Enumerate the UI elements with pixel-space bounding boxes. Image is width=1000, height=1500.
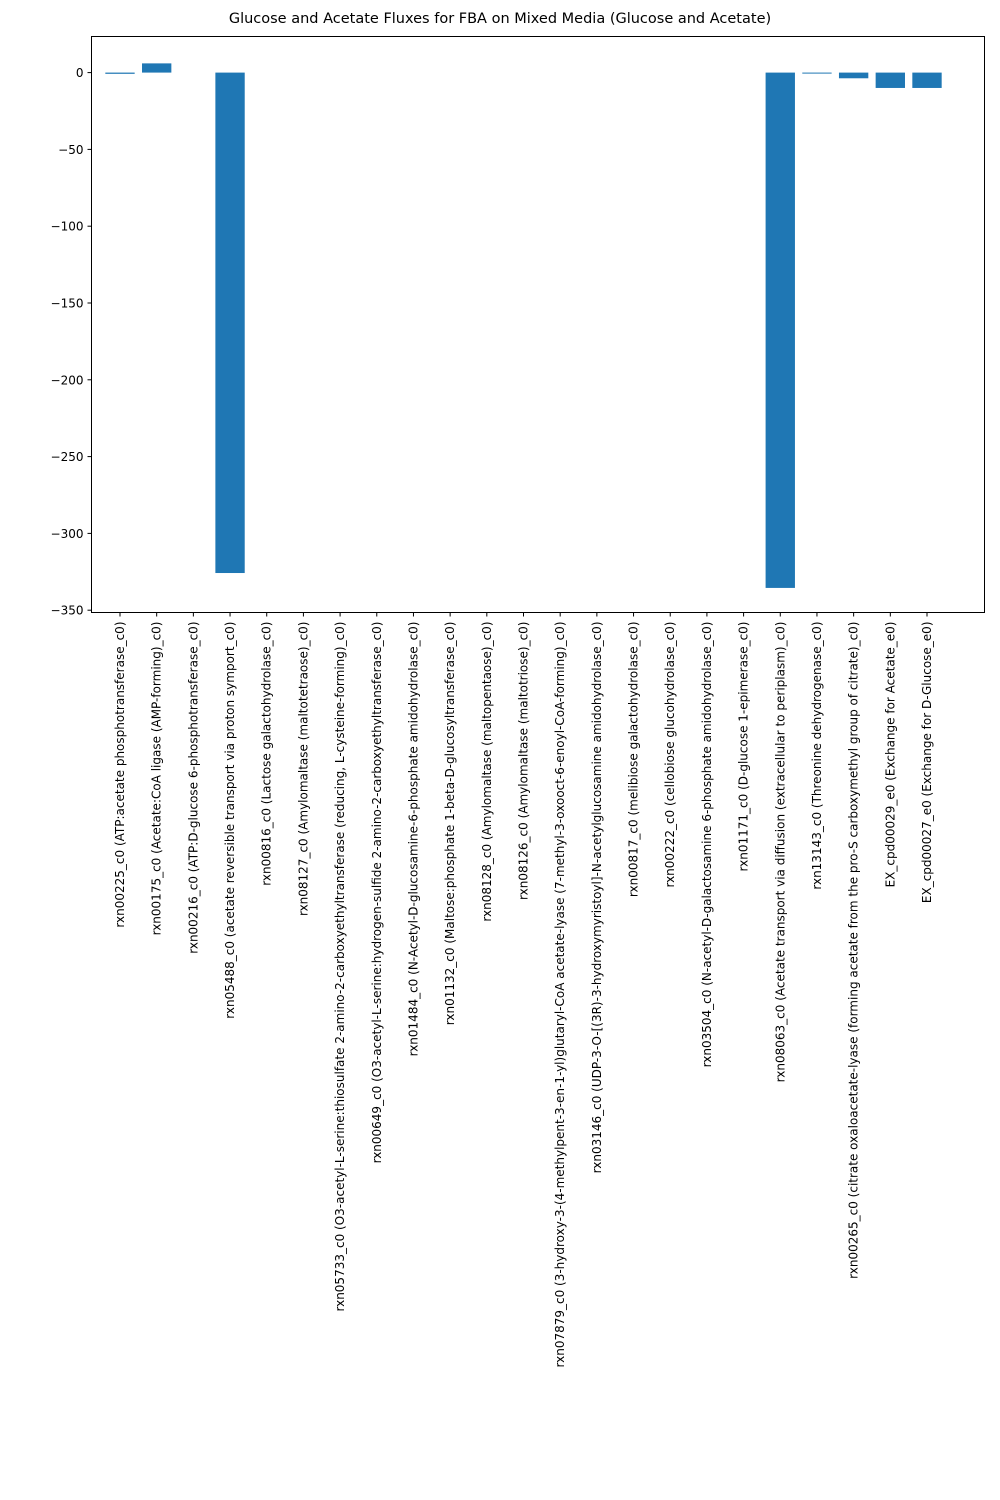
bar [912,73,941,88]
x-tick-label: rxn00222_c0 (cellobiose glucohydrolase_c0) [663,621,678,888]
x-tick-label: rxn01171_c0 (D-glucose 1-epimerase_c0) [736,621,751,872]
x-tick-label: EX_cpd00027_e0 (Exchange for D-Glucose_e0) [920,621,934,904]
x-tick-label: rxn13143_c0 (Threonine dehydrogenase_c0) [809,621,824,890]
x-tick-label: rxn08063_c0 (Acetate transport via diffusion (extracellular to periplasm)_c0) [773,621,788,1083]
x-tick-label: rxn00265_c0 (citrate oxaloacetate-lyase (forming acetate from the pro-S carboxymethyl group of citrate)_c0) [846,621,861,1279]
x-tick-label: rxn05488_c0 (acetate reversible transport via proton symport_c0) [223,621,238,1019]
bar [802,73,831,74]
y-tick-label: −150 [50,296,84,311]
bars-group [105,63,941,588]
y-tick-label: −50 [58,142,84,157]
y-tick-label: −300 [50,526,84,541]
x-tick-label: rxn03504_c0 (N-acetyl-D-galactosamine 6-phosphate amidohydrolase_c0) [699,621,714,1068]
x-tick-label: rxn00225_c0 (ATP:acetate phosphotransferase_c0) [113,621,127,928]
x-tick-label: rxn01484_c0 (N-Acetyl-D-glucosamine-6-phosphate amidohydrolase_c0) [406,621,421,1057]
y-tick-label: −100 [50,219,84,234]
chart-title: Glucose and Acetate Fluxes for FBA on Mixed Media (Glucose and Acetate) [228,11,772,27]
x-tick-label: rxn03146_c0 (UDP-3-O-[(3R)-3-hydroxymyristoyl]-N-acetylglucosamine amidohydrolase_c0) [589,621,604,1174]
x-axis [113,613,934,1368]
x-tick-label: rxn08127_c0 (Amylomaltase (maltotetraose)_c0) [296,621,311,917]
y-axis [51,66,92,618]
x-tick-label: rxn00816_c0 (Lactose galactohydrolase_c0) [259,621,274,886]
x-tick-label: rxn00175_c0 (Acetate:CoA ligase (AMP-forming)_c0) [149,621,164,936]
x-tick-label: rxn07879_c0 (3-hydroxy-3-(4-methylpent-3-en-1-yl)glutaryl-CoA acetate-lyase (7-methyl-3-oxooct-6-enoyl-CoA-forming)_c0) [553,621,568,1368]
x-tick-label: rxn00649_c0 (O3-acetyl-L-serine:hydrogen-sulfide 2-amino-2-carboxyethyltransferase_c0) [369,621,384,1164]
y-tick-label: 0 [75,66,84,81]
y-tick-label: −200 [50,373,84,388]
x-tick-label: rxn08128_c0 (Amylomaltase (maltopentaose)_c0) [479,621,494,922]
y-tick-label: −350 [50,603,84,618]
x-tick-label: rxn05733_c0 (O3-acetyl-L-serine:thiosulfate 2-amino-2-carboxyethyltransferase (reducing, L-cysteine-forming)_c0) [333,621,348,1312]
bar [766,73,795,588]
x-tick-label: rxn00817_c0 (melibiose galactohydrolase_c0) [626,621,641,898]
bar [215,73,244,573]
bar [876,73,905,88]
x-tick-label: rxn00216_c0 (ATP:D-glucose 6-phosphotransferase_c0) [186,621,201,954]
bar [142,63,171,72]
y-tick-label: −250 [50,450,84,465]
bar [839,73,868,79]
x-tick-label: rxn08126_c0 (Amylomaltase (maltotriose)_c0) [516,621,531,900]
x-tick-label: rxn01132_c0 (Maltose:phosphate 1-beta-D-glucosyltransferase_c0) [443,621,458,1026]
x-tick-label: EX_cpd00029_e0 (Exchange for Acetate_e0) [883,621,898,888]
bar [105,73,134,74]
